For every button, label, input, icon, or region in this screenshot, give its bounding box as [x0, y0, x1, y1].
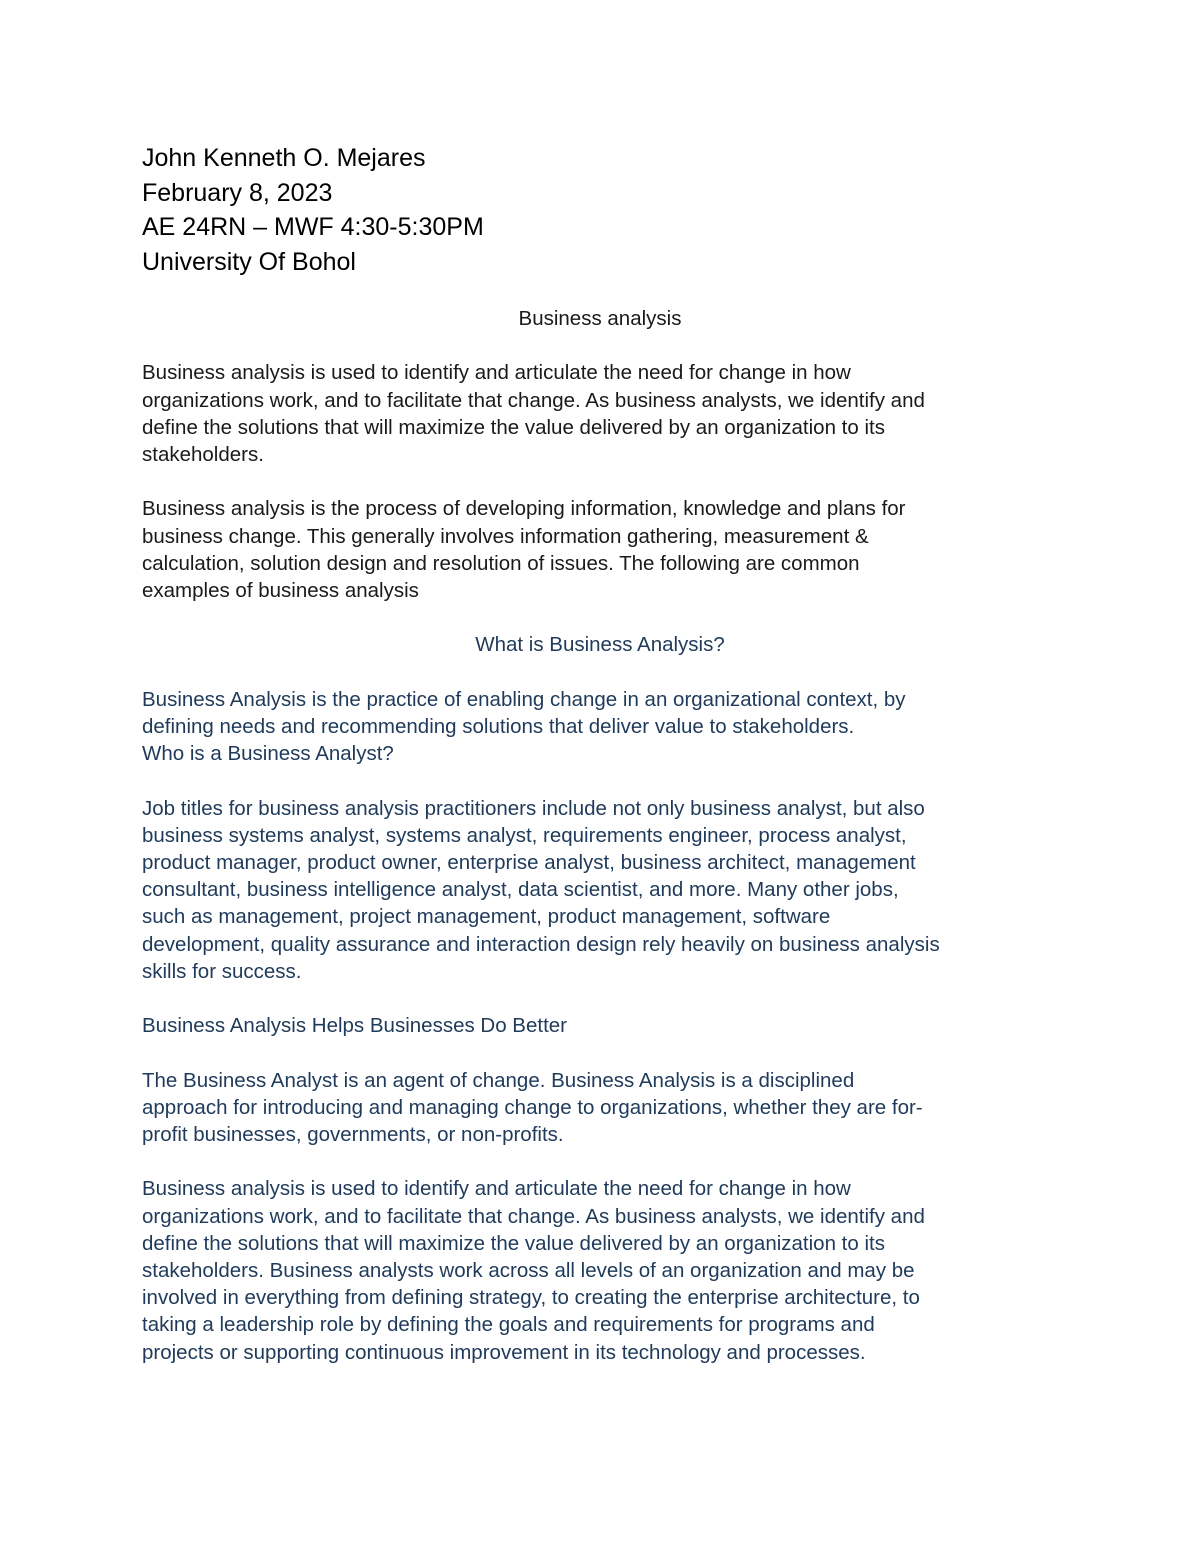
document-date: February 8, 2023: [142, 178, 333, 207]
paragraph-line: product manager, product owner, enterprise analyst, business architect, management: [142, 850, 916, 874]
school-name: University Of Bohol: [142, 247, 356, 276]
paragraph-2: [142, 495, 1072, 604]
paragraph-line: profit businesses, governments, or non-profits.: [142, 1122, 564, 1146]
paragraph-line: The Business Analyst is an agent of change. Business Analysis is a disciplined: [142, 1068, 855, 1092]
paragraph-line: skills for success.: [142, 959, 302, 983]
paragraph-6: [142, 1175, 1072, 1365]
course-schedule: AE 24RN – MWF 4:30-5:30PM: [142, 213, 484, 241]
paragraph-line: stakeholders. Business analysts work across all levels of an organization and may be: [142, 1258, 915, 1282]
paragraph-line: examples of business analysis: [142, 579, 419, 602]
paragraph-line: organizations work, and to facilitate that change. As business analysts, we identify and: [142, 388, 925, 412]
document-title: Business analysis: [518, 307, 682, 330]
paragraph-3: [142, 686, 1072, 768]
paragraph-5: [142, 1067, 1072, 1149]
author-name: John Kenneth O. Mejares: [142, 144, 426, 172]
paragraph-line: defining needs and recommending solutions that deliver value to stakeholders.: [142, 714, 855, 738]
paragraph-line: Business Analysis is the practice of enabling change in an organizational context, by: [142, 687, 906, 711]
paragraph-line: Job titles for business analysis practitioners include not only business analyst, but also: [142, 796, 925, 820]
paragraph-line: approach for introducing and managing change to organizations, whether they are for-: [142, 1095, 923, 1119]
paragraph-line: business systems analyst, systems analyst, requirements engineer, process analyst,: [142, 823, 907, 847]
section-heading-helps: Business Analysis Helps Businesses Do Better: [142, 1014, 568, 1038]
paragraph-line: taking a leadership role by defining the goals and requirements for programs and: [142, 1313, 875, 1337]
paragraph-line: consultant, business intelligence analyst, data scientist, and more. Many other jobs,: [142, 878, 899, 902]
paragraph-line: calculation, solution design and resolution of issues. The following are common: [142, 551, 860, 575]
paragraph-line: business change. This generally involves information gathering, measurement &: [142, 524, 869, 548]
paragraph-line: define the solutions that will maximize the value delivered by an organization to its: [142, 1231, 885, 1255]
document-body: [142, 305, 1072, 1366]
paragraph-line: stakeholders.: [142, 443, 264, 466]
section-heading-what-is: What is Business Analysis?: [475, 633, 725, 657]
paragraph-line: Business analysis is the process of developing information, knowledge and plans for: [142, 497, 906, 521]
paragraph-line: organizations work, and to facilitate that change. As business analysts, we identify and: [142, 1204, 925, 1228]
document-header: [142, 141, 1042, 279]
paragraph-line: Who is a Business Analyst?: [142, 742, 394, 766]
paragraph-4: [142, 795, 1072, 985]
paragraph-line: define the solutions that will maximize the value delivered by an organization to its: [142, 415, 885, 439]
paragraph-line: such as management, project management, product management, software: [142, 905, 831, 929]
paragraph-line: Business analysis is used to identify and articulate the need for change in how: [142, 1177, 851, 1201]
paragraph-line: development, quality assurance and interaction design rely heavily on business analysis: [142, 932, 940, 956]
paragraph-line: Business analysis is used to identify and articulate the need for change in how: [142, 361, 851, 385]
paragraph-1: [142, 359, 1072, 468]
paragraph-line: involved in everything from defining strategy, to creating the enterprise architecture, to: [142, 1286, 920, 1310]
paragraph-line: projects or supporting continuous improvement in its technology and processes.: [142, 1340, 866, 1364]
